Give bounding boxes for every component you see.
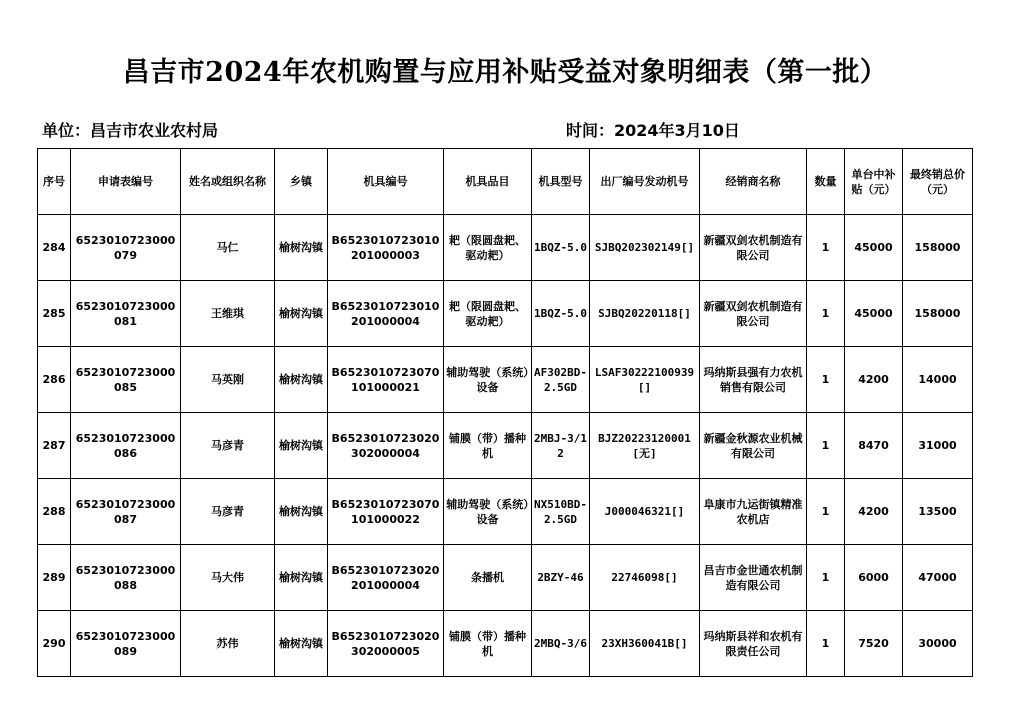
cell-application-no: 6523010723000088 bbox=[71, 545, 181, 611]
cell-subsidy: 4200 bbox=[845, 347, 903, 413]
cell-town: 榆树沟镇 bbox=[275, 281, 328, 347]
unit-label: 单位：昌吉市农业农村局 bbox=[42, 121, 219, 140]
cell-subsidy: 45000 bbox=[845, 281, 903, 347]
cell-model: AF302BD-2.5GD bbox=[532, 347, 590, 413]
col-header-machine-no: 机具编号 bbox=[328, 149, 444, 215]
cell-category: 辅助驾驶（系统）设备 bbox=[444, 347, 532, 413]
cell-category: 条播机 bbox=[444, 545, 532, 611]
cell-dealer: 玛纳斯县祥和农机有限责任公司 bbox=[700, 611, 807, 677]
cell-town: 榆树沟镇 bbox=[275, 611, 328, 677]
cell-model: 2MBQ-3/6 bbox=[532, 611, 590, 677]
cell-index: 287 bbox=[38, 413, 71, 479]
cell-application-no: 6523010723000087 bbox=[71, 479, 181, 545]
table-row bbox=[38, 413, 973, 479]
table-row bbox=[38, 215, 973, 281]
cell-dealer: 新疆双剑农机制造有限公司 bbox=[700, 281, 807, 347]
cell-dealer: 新疆金秋源农业机械有限公司 bbox=[700, 413, 807, 479]
cell-machine-no: B6523010723070101000021 bbox=[328, 347, 444, 413]
cell-town: 榆树沟镇 bbox=[275, 413, 328, 479]
cell-total-price: 31000 bbox=[903, 413, 973, 479]
cell-model: NX510BD-2.5GD bbox=[532, 479, 590, 545]
cell-index: 286 bbox=[38, 347, 71, 413]
cell-serial: 22746098[] bbox=[590, 545, 700, 611]
col-header-serial: 出厂编号发动机号 bbox=[590, 149, 700, 215]
cell-total-price: 13500 bbox=[903, 479, 973, 545]
cell-application-no: 6523010723000086 bbox=[71, 413, 181, 479]
cell-model: 2MBJ-3/12 bbox=[532, 413, 590, 479]
cell-category: 耙（限圆盘耙、驱动耙） bbox=[444, 281, 532, 347]
cell-serial: SJBQ202302149[] bbox=[590, 215, 700, 281]
cell-subsidy: 6000 bbox=[845, 545, 903, 611]
cell-index: 290 bbox=[38, 611, 71, 677]
cell-model: 2BZY-46 bbox=[532, 545, 590, 611]
cell-category: 铺膜（带）播种机 bbox=[444, 611, 532, 677]
cell-index: 285 bbox=[38, 281, 71, 347]
cell-quantity: 1 bbox=[807, 215, 845, 281]
table-header-row bbox=[38, 149, 973, 215]
cell-machine-no: B6523010723070101000022 bbox=[328, 479, 444, 545]
col-header-model: 机具型号 bbox=[532, 149, 590, 215]
date-label: 时间：2024年3月10日 bbox=[566, 121, 740, 140]
col-header-index: 序号 bbox=[38, 149, 71, 215]
cell-machine-no: B6523010723010201000004 bbox=[328, 281, 444, 347]
cell-subsidy: 45000 bbox=[845, 215, 903, 281]
col-header-subsidy: 单台中补贴（元） bbox=[845, 149, 903, 215]
table-row bbox=[38, 479, 973, 545]
cell-serial: 23XH360041B[] bbox=[590, 611, 700, 677]
col-header-name: 姓名或组织名称 bbox=[181, 149, 275, 215]
cell-subsidy: 8470 bbox=[845, 413, 903, 479]
cell-dealer: 昌吉市金世通农机制造有限公司 bbox=[700, 545, 807, 611]
cell-name: 苏伟 bbox=[181, 611, 275, 677]
cell-town: 榆树沟镇 bbox=[275, 215, 328, 281]
cell-serial: LSAF30222100939[] bbox=[590, 347, 700, 413]
cell-total-price: 158000 bbox=[903, 281, 973, 347]
cell-quantity: 1 bbox=[807, 545, 845, 611]
cell-dealer: 新疆双剑农机制造有限公司 bbox=[700, 215, 807, 281]
table-row bbox=[38, 347, 973, 413]
cell-machine-no: B6523010723020302000004 bbox=[328, 413, 444, 479]
cell-machine-no: B6523010723010201000003 bbox=[328, 215, 444, 281]
cell-category: 辅助驾驶（系统）设备 bbox=[444, 479, 532, 545]
cell-application-no: 6523010723000089 bbox=[71, 611, 181, 677]
cell-application-no: 6523010723000085 bbox=[71, 347, 181, 413]
col-header-application-no: 申请表编号 bbox=[71, 149, 181, 215]
cell-index: 289 bbox=[38, 545, 71, 611]
cell-quantity: 1 bbox=[807, 479, 845, 545]
cell-name: 王维琪 bbox=[181, 281, 275, 347]
cell-model: 1BQZ-5.0 bbox=[532, 281, 590, 347]
cell-quantity: 1 bbox=[807, 413, 845, 479]
cell-category: 铺膜（带）播种机 bbox=[444, 413, 532, 479]
cell-subsidy: 4200 bbox=[845, 479, 903, 545]
cell-dealer: 玛纳斯县强有力农机销售有限公司 bbox=[700, 347, 807, 413]
cell-serial: BJZ20223120001[无] bbox=[590, 413, 700, 479]
table-row bbox=[38, 281, 973, 347]
cell-total-price: 47000 bbox=[903, 545, 973, 611]
page-title: 昌吉市2024年农机购置与应用补贴受益对象明细表（第一批） bbox=[122, 57, 888, 88]
col-header-town: 乡镇 bbox=[275, 149, 328, 215]
col-header-category: 机具品目 bbox=[444, 149, 532, 215]
cell-serial: J000046321[] bbox=[590, 479, 700, 545]
cell-quantity: 1 bbox=[807, 347, 845, 413]
cell-name: 马仁 bbox=[181, 215, 275, 281]
cell-machine-no: B6523010723020302000005 bbox=[328, 611, 444, 677]
cell-index: 284 bbox=[38, 215, 71, 281]
cell-application-no: 6523010723000081 bbox=[71, 281, 181, 347]
col-header-dealer: 经销商名称 bbox=[700, 149, 807, 215]
cell-quantity: 1 bbox=[807, 281, 845, 347]
cell-model: 1BQZ-5.0 bbox=[532, 215, 590, 281]
cell-machine-no: B6523010723020201000004 bbox=[328, 545, 444, 611]
cell-name: 马彦青 bbox=[181, 413, 275, 479]
subsidy-table bbox=[37, 148, 973, 677]
cell-name: 马大伟 bbox=[181, 545, 275, 611]
col-header-quantity: 数量 bbox=[807, 149, 845, 215]
cell-name: 马彦青 bbox=[181, 479, 275, 545]
cell-town: 榆树沟镇 bbox=[275, 347, 328, 413]
cell-application-no: 6523010723000079 bbox=[71, 215, 181, 281]
cell-serial: SJBQ20220118[] bbox=[590, 281, 700, 347]
cell-total-price: 158000 bbox=[903, 215, 973, 281]
cell-dealer: 阜康市九运街镇精准农机店 bbox=[700, 479, 807, 545]
cell-subsidy: 7520 bbox=[845, 611, 903, 677]
cell-category: 耙（限圆盘耙、驱动耙） bbox=[444, 215, 532, 281]
cell-total-price: 14000 bbox=[903, 347, 973, 413]
cell-index: 288 bbox=[38, 479, 71, 545]
cell-town: 榆树沟镇 bbox=[275, 545, 328, 611]
table-row bbox=[38, 611, 973, 677]
cell-total-price: 30000 bbox=[903, 611, 973, 677]
table-row bbox=[38, 545, 973, 611]
cell-quantity: 1 bbox=[807, 611, 845, 677]
cell-town: 榆树沟镇 bbox=[275, 479, 328, 545]
cell-name: 马英刚 bbox=[181, 347, 275, 413]
col-header-total-price: 最终销总价（元） bbox=[903, 149, 973, 215]
